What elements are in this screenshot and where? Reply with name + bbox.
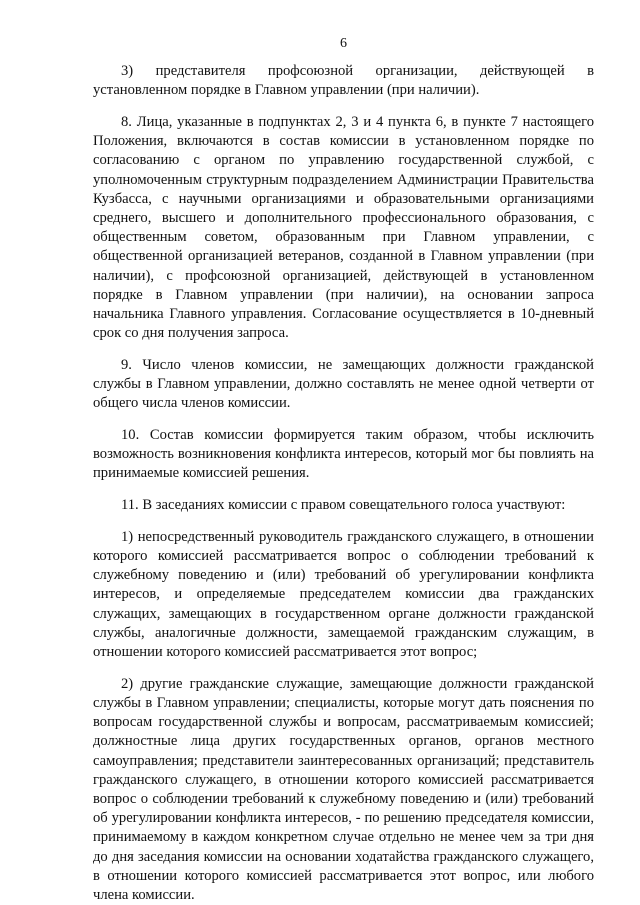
paragraph-11-2-other-participants: 2) другие гражданские служащие, замещающие должности гражданской службы в Главном управлении; специалисты, которые могут дать пояснения по вопросам государственной службы и вопросам, рассматриваемым комиссией; должностные лица других государственных органов, органов местного самоуправления; представители заинтересованных организаций; представитель гражданского служащего, в отношении которого комиссией рассматривается вопрос о соблюдении требований к служебному поведению и (или) требований об урегулировании конфликта интересов, - по решению председателя комиссии, принимаемому в каждом конкретном случае отдельно не менее чем за три дня до дня заседания комиссии на основании ходатайства гражданского служащего, в отношении которого комиссией рассматривается этот вопрос, или любого члена комиссии. (93, 675, 594, 903)
paragraph-11-advisory-participants: 11. В заседаниях комиссии с правом совещательного голоса участвуют: (121, 497, 566, 514)
paragraph-7-3-trade-union: 3) представителя профсоюзной организации, действующей в установленном порядке в Главном управлении (при наличии). (93, 63, 594, 99)
paragraph-8-approval: 8. Лица, указанные в подпунктах 2, 3 и 4 пункта 6, в пункте 7 настоящего Положения, включаются в состав комиссии в установленном порядке по согласованию с органом по управлению государственной службой, с уполномоченным структурным подразделением Администрации Правительства Кузбасса, с научными организациями и образовательными организациями среднего, высшего и дополнительного профессионального образования, с общественным советом, образованным при Главном управлении, с общественной организацией ветеранов, созданной в Главном управлении (при наличии), с профсоюзной организацией, действующей в установленном порядке в Главном управлении (при наличии), на основании запроса начальника Главного управления. Согласование осуществляется в 10-дневный срок со дня получения запроса. (93, 113, 594, 342)
page-number: 6 (340, 36, 347, 51)
paragraph-10-conflict-exclusion: 10. Состав комиссии формируется таким образом, чтобы исключить возможность возникновения конфликта интересов, который мог бы повлиять на принимаемые комиссией решения. (93, 426, 594, 482)
paragraph-11-1-supervisor: 1) непосредственный руководитель гражданского служащего, в отношении которого комиссией рассматривается вопрос о соблюдении требований к служебному поведению и (или) требований об урегулировании конфликта интересов, и определяемые председателем комиссии два гражданских служащих, замещающих в государственном органе должности гражданской службы, аналогичные должности, замещаемой гражданским служащим, в отношении которого комиссией рассматривается этот вопрос; (93, 528, 594, 660)
paragraph-9-members-quota: 9. Число членов комиссии, не замещающих должности гражданской службы в Главном управлении, должно составлять не менее одной четверти от общего числа членов комиссии. (93, 356, 594, 412)
